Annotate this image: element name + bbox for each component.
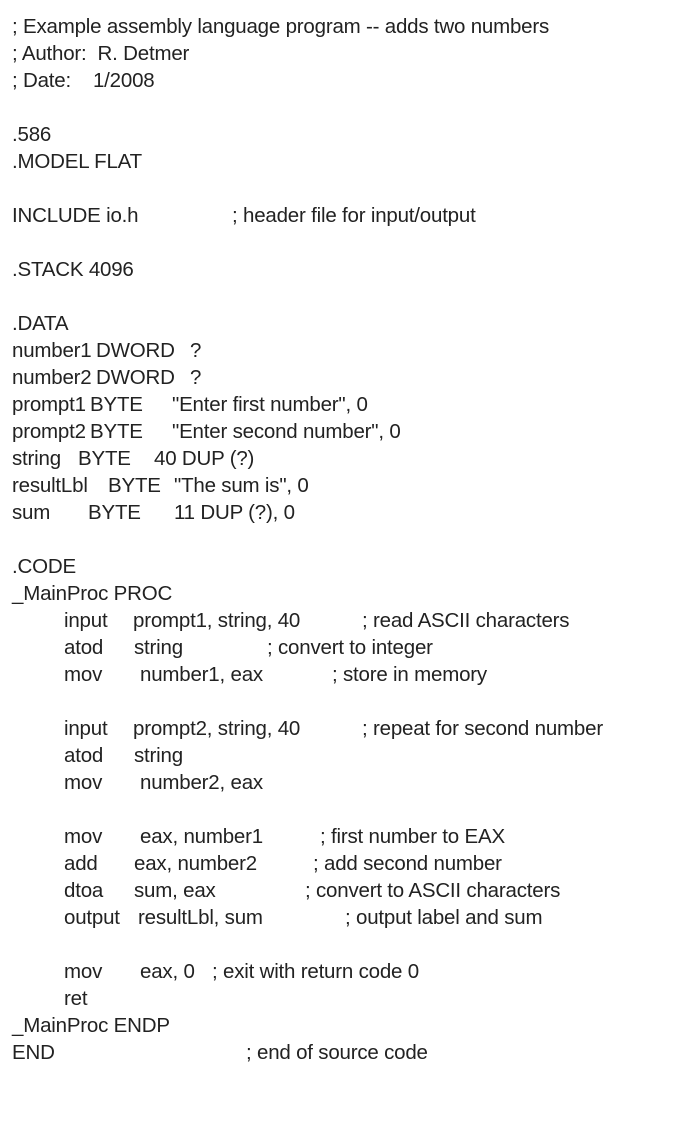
operands: eax, number2 bbox=[134, 852, 257, 875]
data-name: string bbox=[12, 447, 61, 470]
opcode: ret bbox=[64, 987, 88, 1010]
operands: sum, eax bbox=[134, 879, 216, 902]
comment: ; exit with return code 0 bbox=[212, 960, 419, 983]
code-section-label: .CODE bbox=[12, 555, 76, 578]
instruction-line bbox=[12, 823, 693, 850]
header-comment: ; Date: 1/2008 bbox=[12, 69, 155, 92]
comment: ; first number to EAX bbox=[320, 825, 505, 848]
operands: prompt1, string, 40 bbox=[133, 609, 301, 632]
data-type: DWORD bbox=[96, 366, 175, 389]
opcode: mov bbox=[64, 825, 103, 848]
data-value: 11 DUP (?), 0 bbox=[174, 501, 295, 524]
header-comment: ; Author: R. Detmer bbox=[12, 42, 190, 65]
include-line bbox=[12, 202, 693, 229]
data-row bbox=[12, 418, 693, 445]
operands: string bbox=[134, 744, 183, 767]
blank-line bbox=[12, 796, 693, 823]
opcode: dtoa bbox=[64, 879, 104, 902]
blank-line bbox=[12, 94, 693, 121]
end-line bbox=[12, 1039, 693, 1066]
cpu-directive: .586 bbox=[12, 123, 52, 146]
instruction-line bbox=[12, 877, 693, 904]
comment: ; convert to ASCII characters bbox=[305, 879, 561, 902]
stack-directive: .STACK 4096 bbox=[12, 258, 134, 281]
opcode: mov bbox=[64, 771, 103, 794]
model-directive: .MODEL FLAT bbox=[12, 150, 142, 173]
opcode: mov bbox=[64, 960, 103, 983]
comment: ; output label and sum bbox=[345, 906, 543, 929]
proc-end: _MainProc ENDP bbox=[12, 1014, 170, 1037]
blank-line bbox=[12, 526, 693, 553]
instruction-line bbox=[12, 958, 693, 985]
instruction-line bbox=[12, 769, 693, 796]
operands: prompt2, string, 40 bbox=[133, 717, 301, 740]
instruction-line bbox=[12, 742, 693, 769]
data-name: prompt2 bbox=[12, 420, 86, 443]
opcode: atod bbox=[64, 744, 104, 767]
data-type: BYTE bbox=[90, 420, 143, 443]
operands: resultLbl, sum bbox=[138, 906, 263, 929]
opcode: input bbox=[64, 717, 108, 740]
data-type: BYTE bbox=[88, 501, 141, 524]
operands: eax, number1 bbox=[140, 825, 263, 848]
opcode: input bbox=[64, 609, 108, 632]
data-row bbox=[12, 499, 693, 526]
data-row bbox=[12, 472, 693, 499]
blank-line bbox=[12, 688, 693, 715]
end-comment: ; end of source code bbox=[246, 1041, 428, 1064]
header-comment: ; Example assembly language program -- adds two numbers bbox=[12, 15, 550, 38]
data-value: "Enter first number", 0 bbox=[172, 393, 368, 416]
data-name: prompt1 bbox=[12, 393, 86, 416]
data-row bbox=[12, 391, 693, 418]
instruction-line bbox=[12, 715, 693, 742]
data-value: ? bbox=[190, 366, 202, 389]
opcode: add bbox=[64, 852, 98, 875]
end-code: END bbox=[12, 1041, 55, 1064]
instruction-line bbox=[12, 661, 693, 688]
operands: string bbox=[134, 636, 183, 659]
data-row bbox=[12, 445, 693, 472]
operands: number2, eax bbox=[140, 771, 263, 794]
data-name: sum bbox=[12, 501, 51, 524]
assembly-listing bbox=[12, 13, 693, 1066]
include-code: INCLUDE io.h bbox=[12, 204, 139, 227]
data-type: BYTE bbox=[108, 474, 161, 497]
comment: ; add second number bbox=[313, 852, 502, 875]
data-value: "The sum is", 0 bbox=[174, 474, 309, 497]
blank-line bbox=[12, 931, 693, 958]
data-value: ? bbox=[190, 339, 202, 362]
data-section-label: .DATA bbox=[12, 312, 69, 335]
comment: ; repeat for second number bbox=[362, 717, 603, 740]
blank-line bbox=[12, 175, 693, 202]
data-value: 40 DUP (?) bbox=[154, 447, 255, 470]
data-value: "Enter second number", 0 bbox=[172, 420, 401, 443]
include-comment: ; header file for input/output bbox=[232, 204, 476, 227]
data-name: resultLbl bbox=[12, 474, 88, 497]
instruction-line bbox=[12, 634, 693, 661]
data-type: BYTE bbox=[78, 447, 131, 470]
comment: ; store in memory bbox=[332, 663, 487, 686]
data-name: number2 bbox=[12, 366, 92, 389]
blank-line bbox=[12, 229, 693, 256]
data-type: BYTE bbox=[90, 393, 143, 416]
proc-begin: _MainProc PROC bbox=[12, 582, 173, 605]
instruction-line bbox=[12, 850, 693, 877]
opcode: atod bbox=[64, 636, 104, 659]
data-name: number1 bbox=[12, 339, 92, 362]
comment: ; convert to integer bbox=[267, 636, 433, 659]
operands: number1, eax bbox=[140, 663, 263, 686]
instruction-line bbox=[12, 904, 693, 931]
instruction-line bbox=[12, 607, 693, 634]
operands: eax, 0 bbox=[140, 960, 195, 983]
opcode: mov bbox=[64, 663, 103, 686]
data-row bbox=[12, 337, 693, 364]
opcode: output bbox=[64, 906, 120, 929]
data-row bbox=[12, 364, 693, 391]
comment: ; read ASCII characters bbox=[362, 609, 570, 632]
instruction-line bbox=[12, 985, 693, 1012]
data-type: DWORD bbox=[96, 339, 175, 362]
blank-line bbox=[12, 283, 693, 310]
